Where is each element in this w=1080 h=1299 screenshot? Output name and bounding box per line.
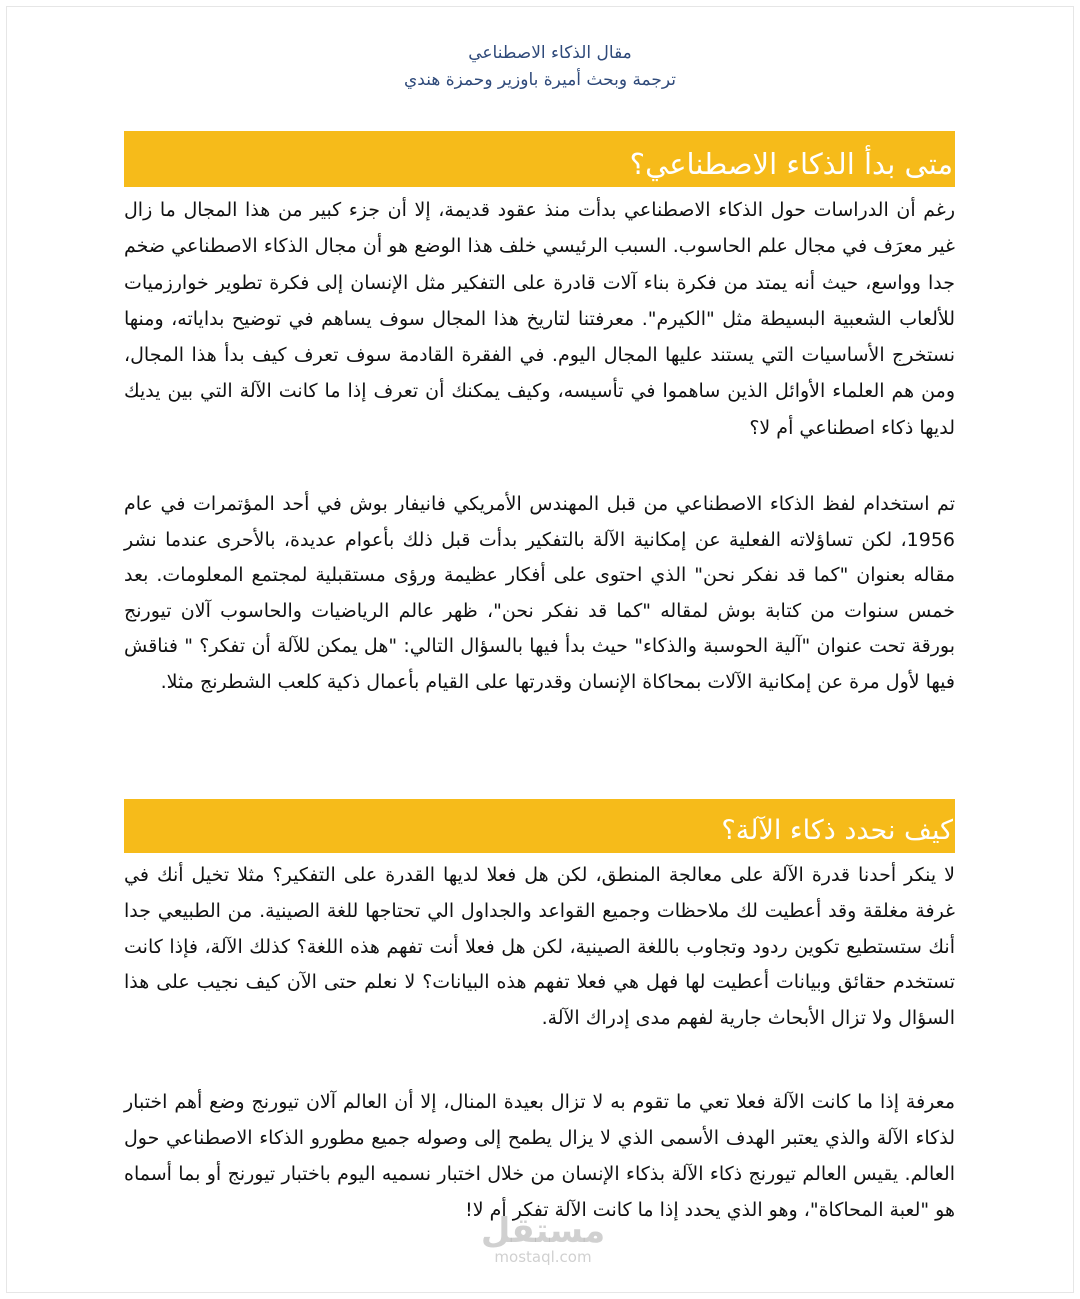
section-heading-when-ai-began: متى بدأ الذكاء الاصطناعي؟ bbox=[124, 131, 955, 187]
document-credits: ترجمة وبحث أميرة باوزير وحمزة هندي bbox=[403, 70, 677, 90]
section-2-paragraph-2: معرفة إذا ما كانت الآلة فعلا تعي ما تقوم به لا تزال بعيدة المنال، إلا أن العالم آلان تيورنج وضع أهم اختبار لذكاء الآلة والذي يعتبر الهدف الأسمى الذي لا يزال يطمح إلى وصوله جميع مطورو الذكاء الاصطناعي حول العالم. يقيس العالم تيورنج ذكاء الآلة بذكاء الإنسان من خلال اختبار نسميه اليوم باختبار تيورنج أو بما أسماه هو "لعبة المحاكاة"، وهو الذي يحدد إذا ما كانت الآلة تفكر أم لا! bbox=[124, 1091, 955, 1221]
document-header bbox=[0, 40, 1080, 94]
section-1-paragraph-2: تم استخدام لفظ الذكاء الاصطناعي من قبل المهندس الأمريكي فانيفار بوش في أحد المؤتمرات في عام 1956، لكن تساؤلاته الفعلية عن إمكانية الآلة بالتفكير بدأت قبل ذلك بأعوام عديدة، بالأحرى عندما نشر مقاله بعنوان "كما قد نفكر نحن" الذي احتوى على أفكار عظيمة ورؤى مستقبلية لمجتمع المعلومات. بعد خمس سنوات من كتابة بوش لمقاله "كما قد نفكر نحن"، ظهر عالم الرياضيات والحاسوب آلان تيورنج بورقة تحت عنوان "آلية الحوسبة والذكاء" حيث بدأ فيها بالسؤال التالي: "هل يمكن للآلة أن تفكر؟ " فناقش فيها لأول مرة عن إمكانية الآلات بمحاكاة الإنسان وقدرتها على القيام بأعمال ذكية كلعب الشطرنج مثلا. bbox=[124, 493, 955, 693]
section-heading-machine-intelligence: كيف نحدد ذكاء الآلة؟ bbox=[124, 799, 955, 853]
section-1-paragraph-1: رغم أن الدراسات حول الذكاء الاصطناعي بدأت منذ عقود قديمة، إلا أن جزء كبير من هذا المجال ما زال غير معرَف في مجال علم الحاسوب. السبب الرئيسي خلف هذا الوضع هو أن مجال الذكاء الاصطناعي ضخم جدا وواسع، حيث أنه يمتد من فكرة بناء آلات قادرة على التفكير مثل الإنسان إلى فكرة تطوير خوارزميات للألعاب الشعبية البسيطة مثل "الكيرم". معرفتنا لتاريخ هذا المجال سوف يساهم في توضيح بداياته، ومنها نستخرج الأساسيات التي يستند عليها المجال اليوم. في الفقرة القادمة سوف تعرف كيف بدأ هذا المجال، ومن هم العلماء الأوائل الذين ساهموا في تأسيسه، وكيف يمكنك أن تعرف إذا ما كانت الآلة التي بين يديك لديها ذكاء اصطناعي أم لا؟ bbox=[124, 199, 955, 439]
document-title: مقال الذكاء الاصطناعي bbox=[468, 43, 632, 63]
watermark-arabic: مستقل bbox=[480, 1211, 606, 1251]
mostaql-watermark bbox=[478, 1212, 608, 1264]
watermark-latin: mostaql.com bbox=[494, 1248, 592, 1266]
section-2-paragraph-1: لا ينكر أحدنا قدرة الآلة على معالجة المنطق، لكن هل فعلا لديها القدرة على التفكير؟ مثلا تخيل أنك في غرفة مغلقة وقد أعطيت لك ملاحظات وجميع القواعد والجداول الي تحتاجها للغة الصينية. من الطبيعي جدا أنك ستستطيع تكوين ردود وتجاوب باللغة الصينية، لكن هل فعلا أنت تفهم هذه اللغة؟ كذلك الآلة، فإذا كانت تستخدم حقائق وبيانات أعطيت لها فهل هي فعلا تفهم هذه البيانات؟ لا نعلم حتى الآن كيف نجيب على هذا السؤال ولا تزال الأبحاث جارية لفهم مدى إدراك الآلة. bbox=[124, 864, 955, 1030]
